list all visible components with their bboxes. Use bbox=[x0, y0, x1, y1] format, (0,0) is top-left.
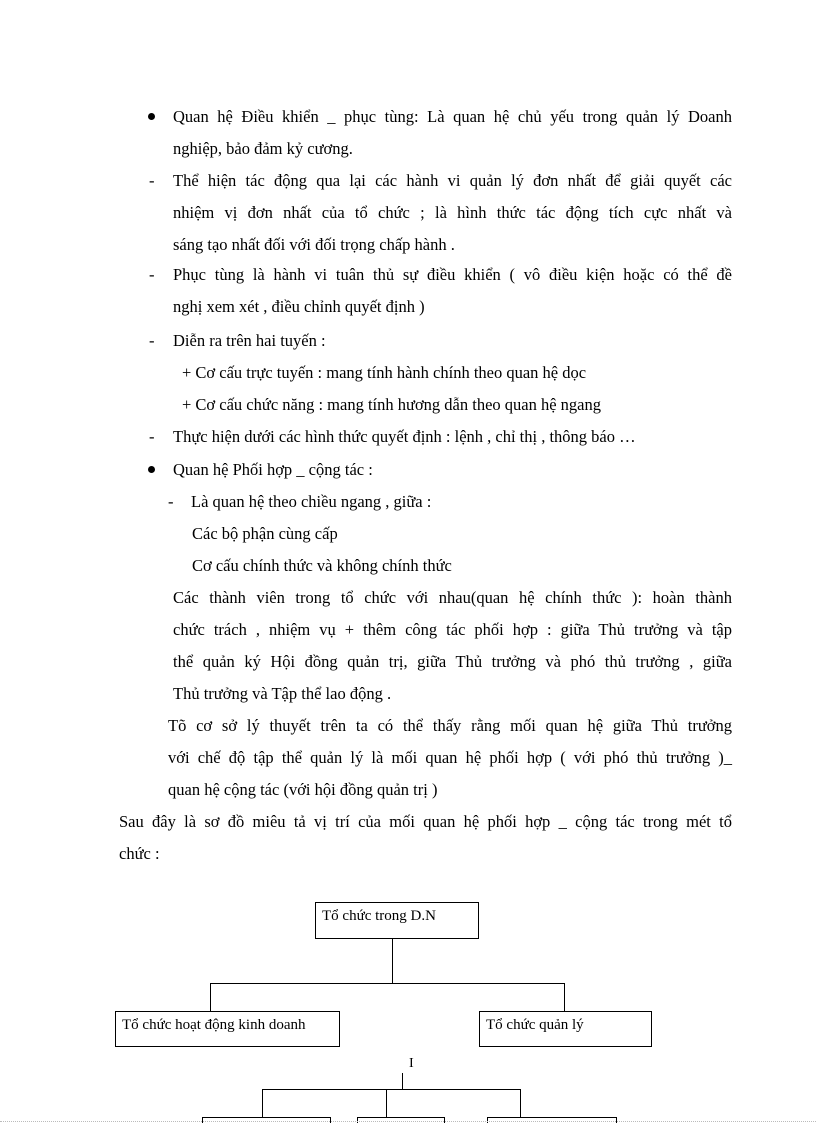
dash-marker: - bbox=[149, 427, 155, 446]
plus-line-1: + Cơ cấu trực tuyến : mang tính hành chính theo quan hệ dọc bbox=[182, 363, 587, 382]
dash-1-line-3: sáng tạo nhất đối với đối trọng chấp hành . bbox=[173, 235, 455, 254]
connector-line bbox=[520, 1089, 521, 1117]
partial-node-edge bbox=[487, 1117, 488, 1123]
dash-2-line-1: Phục tùng là hành vi tuân thủ sự điều khiển ( vô điều kiện hoặc có thể đề bbox=[173, 265, 732, 284]
dash-marker: - bbox=[168, 492, 174, 511]
partial-node-edge bbox=[330, 1117, 331, 1123]
org-node-business: Tổ chức hoạt động kinh doanh bbox=[115, 1011, 340, 1047]
para-2-line-3: quan hệ cộng tác (với hội đồng quản trị ) bbox=[168, 780, 438, 799]
sub-line-1: Các bộ phận cùng cấp bbox=[192, 524, 338, 543]
para-3-line-2: chức : bbox=[119, 844, 160, 863]
connector-line bbox=[386, 1089, 387, 1117]
partial-node-edge bbox=[357, 1117, 358, 1123]
dash-5-line: Là quan hệ theo chiều ngang , giữa : bbox=[191, 492, 432, 511]
para-3-line-1: Sau đây là sơ đồ miêu tả vị trí của mối quan hệ phối hợp _ cộng tác trong mét tổ bbox=[119, 812, 732, 831]
bullet-dot-icon bbox=[148, 466, 155, 473]
sub-line-2: Cơ cấu chính thức và không chính thức bbox=[192, 556, 452, 575]
dash-1-line-1: Thể hiện tác động qua lại các hành vi quản lý đơn nhất để giải quyết các bbox=[173, 171, 732, 190]
bullet-2-line: Quan hệ Phối hợp _ cộng tác : bbox=[173, 460, 373, 479]
dash-marker: - bbox=[149, 331, 155, 350]
para-1-line-3: thể quản ký Hội đồng quản trị, giữa Thủ trưởng và phó thủ trưởng , giữa bbox=[173, 652, 732, 671]
bullet-dot-icon bbox=[148, 113, 155, 120]
connector-line bbox=[402, 1073, 403, 1089]
org-node-management: Tổ chức quản lý bbox=[479, 1011, 652, 1047]
dash-marker: - bbox=[149, 265, 155, 284]
connector-line bbox=[262, 1089, 521, 1090]
dash-marker: - bbox=[149, 171, 155, 190]
dash-3-line: Diễn ra trên hai tuyến : bbox=[173, 331, 326, 350]
org-node-root: Tổ chức trong D.N bbox=[315, 902, 479, 939]
page-bottom-edge bbox=[0, 1121, 816, 1122]
partial-node-edge bbox=[616, 1117, 617, 1123]
para-2-line-1: Tõ cơ sở lý thuyết trên ta có thể thấy rằng mối quan hệ giữa Thủ trưởng bbox=[168, 716, 732, 735]
para-1-line-1: Các thành viên trong tổ chức với nhau(quan hệ chính thức ): hoàn thành bbox=[173, 588, 732, 607]
partial-node-edge bbox=[444, 1117, 445, 1123]
para-1-line-4: Thủ trưởng và Tập thể lao động . bbox=[173, 684, 392, 703]
connector-line bbox=[210, 983, 211, 1011]
dash-4-line: Thực hiện dưới các hình thức quyết định : lệnh , chỉ thị , thông báo … bbox=[173, 427, 636, 446]
para-1-line-2: chức trách , nhiệm vụ + thêm công tác phối hợp : giữa Thủ trưởng và tập bbox=[173, 620, 732, 639]
partial-node-edge bbox=[357, 1117, 444, 1118]
connector-line bbox=[210, 983, 565, 984]
bullet-1-line-2: nghiệp, bảo đảm kỷ cương. bbox=[173, 139, 353, 158]
partial-node-edge bbox=[202, 1117, 203, 1123]
plus-line-2: + Cơ cấu chức năng : mang tính hương dẫn theo quan hệ ngang bbox=[182, 395, 602, 414]
bullet-1-line-1: Quan hệ Điều khiển _ phục tùng: Là quan hệ chủ yếu trong quản lý Doanh bbox=[173, 107, 732, 126]
connector-line bbox=[262, 1089, 263, 1117]
dash-2-line-2: nghị xem xét , điều chỉnh quyết định ) bbox=[173, 297, 425, 316]
connector-line bbox=[564, 983, 565, 1011]
partial-node-edge bbox=[202, 1117, 330, 1118]
connector-line bbox=[392, 939, 393, 983]
dash-1-line-2: nhiệm vị đơn nhất của tổ chức ; là hình thức tác động tích cực nhất và bbox=[173, 203, 732, 222]
partial-node-edge bbox=[487, 1117, 616, 1118]
stray-mark: I bbox=[409, 1056, 414, 1071]
para-2-line-2: với chế độ tập thể quản lý là mối quan hệ phối hợp ( với phó thủ trưởng )_ bbox=[168, 748, 732, 767]
